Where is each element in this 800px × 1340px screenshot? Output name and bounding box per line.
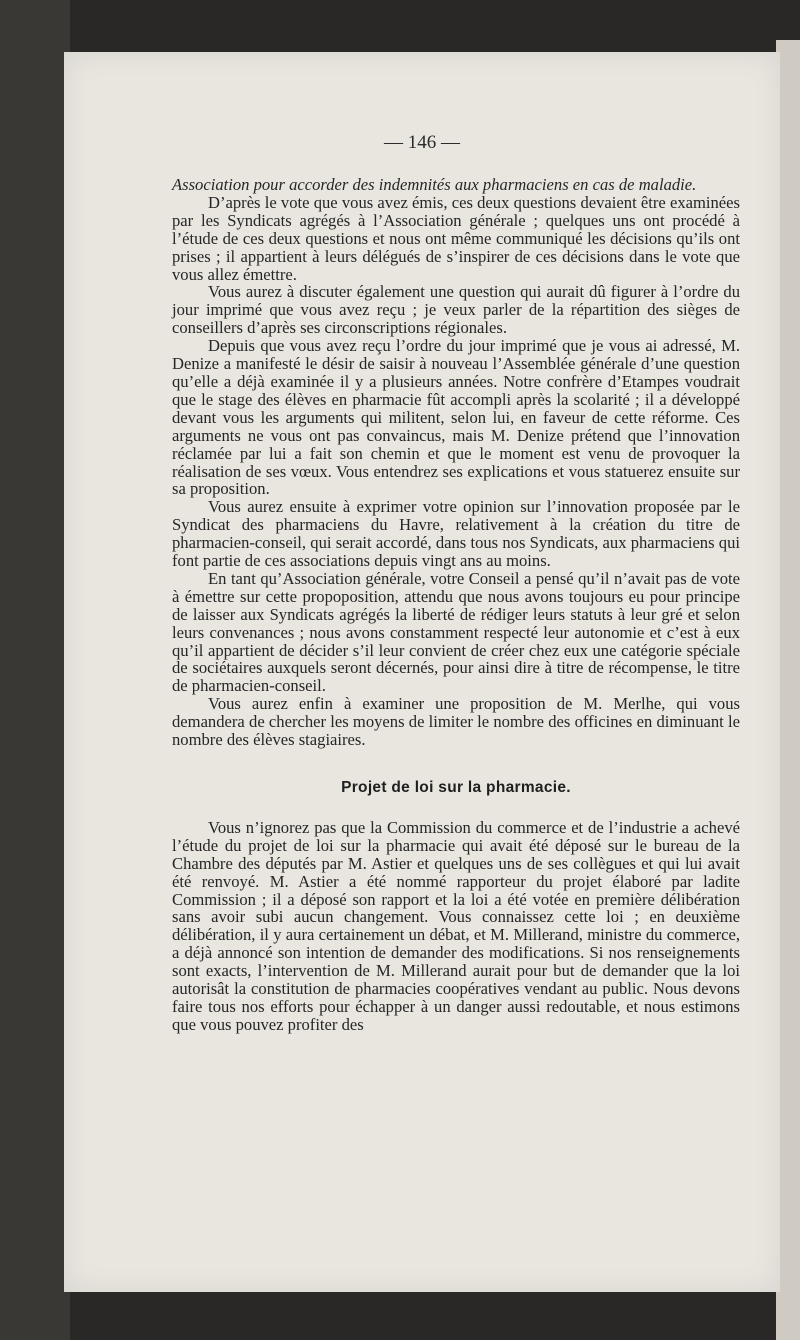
page-body <box>172 176 740 1034</box>
document-page <box>64 52 780 1292</box>
scan-background-left <box>0 0 70 1340</box>
paragraph: Association pour accorder des indemnités aux pharmaciens en cas de maladie. <box>172 175 697 194</box>
paragraph: D’après le vote que vous avez émis, ces deux questions devaient être examinées par les Syndicats agrégés à l’Association générale ; quelques uns ont procédé à l’étude de ces deux questions et nous ont même communiqué les décisions qu’ils ont prises ; il appartient à leurs délégués de s’inspirer de ces décisions dans le vote que vous allez émettre. <box>172 192 740 284</box>
paragraph: Vous aurez à discuter également une question qui aurait dû figurer à l’ordre du jour imprimé que vous avez reçu ; je veux parler de la répartition des sièges de conseillers d’après ses circonscriptions régionales. <box>172 282 740 338</box>
paragraph: Vous aurez enfin à examiner une proposition de M. Merlhe, qui vous demandera de chercher les moyens de limiter le nombre des officines en diminuant le nombre des élèves stagiaires. <box>172 694 740 750</box>
section-heading: Projet de loi sur la pharmacie. <box>341 779 571 796</box>
page-number: — 146 — <box>384 132 460 153</box>
paragraph: Vous n’ignorez pas que la Commission du commerce et de l’industrie a achevé l’étude du projet de loi sur la pharmacie qui avait été déposé sur le bureau de la Chambre des députés par M. Astier et quelques uns de ses collègues et qui lui avait été renvoyé. M. Astier a été nommé rapporteur du projet élaboré par ladite Commission ; il a déposé son rapport et la loi a été votée en première délibération sans avoir subi aucun changement. Vous connaissez cette loi ; en deuxième délibération, il y aura certainement un débat, et M. Millerand, ministre du commerce, a déjà annoncé son intention de demander des modifications. Si nos renseignements sont exacts, l’intervention de M. Millerand aurait pour but de demander que la loi autorisât la constitution de pharmacies coopératives vendant au public. Nous devons faire tous nos efforts pour échapper à un danger aussi redoutable, et nous estimons que vous pouvez profiter des <box>172 817 740 1034</box>
paragraph: Depuis que vous avez reçu l’ordre du jour imprimé que je vous ai adressé, M. Denize a manifesté le désir de saisir à nouveau l’Assemblée générale d’une question qu’elle a déjà examinée il y a plusieurs années. Notre confrère d’Etampes voudrait que le stage des élèves en pharmacie fût accompli après la scolarité ; il a développé devant vous les arguments qui militent, selon lui, en faveur de cette réforme. Ces arguments ne vous ont pas convaincus, mais M. Denize prétend que l’innovation réclamée par lui a fait son chemin et que le moment est venu de provoquer la réalisation de ses vœux. Vous entendrez ses explications et vous statuerez ensuite sur sa proposition. <box>172 336 740 499</box>
paragraph: Vous aurez ensuite à exprimer votre opinion sur l’innovation proposée par le Syndicat des pharmaciens du Havre, relativement à la création du titre de pharmacien-conseil, qui serait accordé, dans tous nos Syndicats, aux pharmaciens qui font partie de ces associations depuis vingt ans au moins. <box>172 497 740 571</box>
paragraph: En tant qu’Association générale, votre Conseil a pensé qu’il n’avait pas de vote à émettre sur cette propoposition, attendu que nous avons toujours eu pour principe de laisser aux Syndicats agrégés la liberté de rédiger leurs statuts à leur gré et selon leurs convenances ; nous avons constamment respecté leur autonomie et c’est à eux qu’il appartient de décider s’il leur convient de créer chez eux une catégorie spéciale de sociétaires auxquels seront décernés, pour ainsi dire à titre de récompense, le titre de pharmacien-conseil. <box>172 568 740 696</box>
